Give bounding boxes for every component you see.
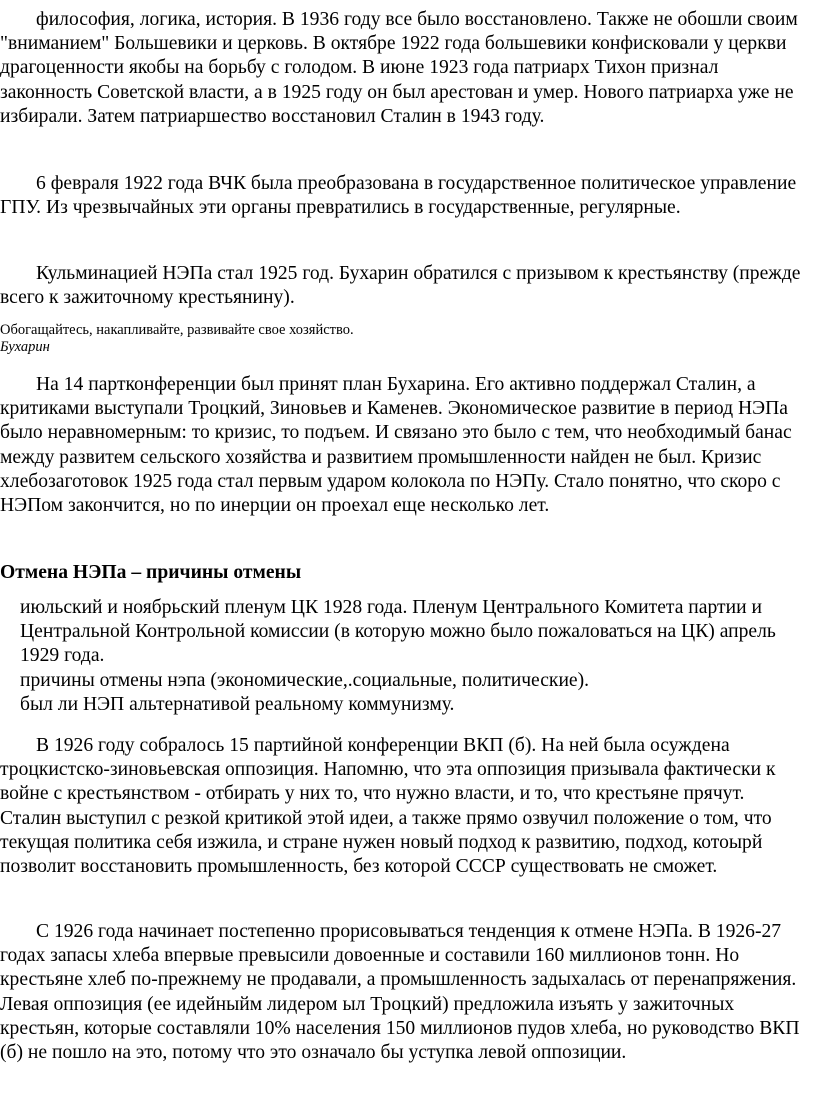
quote-author: Бухарин (0, 339, 50, 355)
paragraph-gpu: 6 февраля 1922 года ВЧК была преобразована в государственное политическое управление ГПУ. Из чрезвычайных эти органы превратились в государственные, регулярные. (0, 173, 797, 219)
paragraph-party-conference-14: На 14 партконференции был принят план Бухарина. Его активно поддержал Сталин, а критиками выступали Троцкий, Зиновьев и Каменев. Экономическое развитие в период НЭПа было неравномерным: то кризис, то подъем. И связано это было с тем, что необходимый банас между развитем сельского хозяйства и развитием промышленности найден не был. Кризис хлебозаготовок 1925 года стал первым ударом колокола по НЭПу. Стало понятно, что скоро с НЭПом закончится, но по инерции он проехал еще несколько лет. (0, 374, 792, 517)
quote-text: Обогащайтесь, накапливайте, развивайте свое хозяйство. (0, 322, 354, 338)
paragraph-church-and-ideology: философия, логика, история. В 1936 году все было восстановлено. Также не обошли своим "вниманием" Большевики и церковь. В октябре 1922 года большевики конфисковали у церкви драгоценности якобы на борьбу с голодом. В июне 1923 года патриарх Тихон признал законность Советской власти, а в 1925 году он был арестован и умер. Нового патриарха уже не избирали. Затем патриаршество восстановил Сталин в 1943 году. (0, 9, 798, 127)
topics-list (20, 596, 806, 717)
section-heading: Отмена НЭПа – причины отмены (0, 562, 302, 583)
paragraph-nep-end-trend: С 1926 года начинает постепенно прорисовываться тенденция к отмене НЭПа. В 1926-27 годах запасы хлеба впервые превысили довоенные и составили 160 миллионов тонн. Но крестьяне хлеб по-прежнему не продавали, а промышленность задыхалась от перенапряжения. Левая оппозиция (ее идейныйм лидером ыл Троцкий) предложила изъять у зажиточных крестьян, которые составляли 10% населения 150 миллионов пудов хлеба, но руководство ВКП (б) не пошло на это, потому что это означало бы уступка левой оппозиции. (0, 921, 800, 1064)
list-item: июльский и ноябрьский пленум ЦК 1928 года. Пленум Центрального Комитета партии и Центральной Контрольной комиссии (в которую можно было пожаловаться на ЦК) апрель 1929 года. (20, 597, 776, 667)
paragraph-party-conference-15: В 1926 году собралось 15 партийной конференции ВКП (б). На ней была осуждена троцкистско-зиновьевская оппозиция. Напомню, что эта оппозиция призывала фактически к войне с крестьянством - отбирать у них то, что нужно власти, и то, что крестьяне прячут. Сталин выступил с резкой критикой этой идеи, а также прямо озвучил положение о том, что текущая политика себя изжила, и стране нужен новый подход к развитию, подход, котоырй позволит восстановить промышленность, без которой СССР существовать не сможет. (0, 735, 776, 878)
list-item: причины отмены нэпа (экономические,.социальные, политические). (20, 669, 590, 691)
list-item: был ли НЭП альтернативой реальному коммунизму. (20, 693, 455, 715)
paragraph-nep-culmination: Кульминацией НЭПа стал 1925 год. Бухарин обратился с призывом к крестьянству (прежде всего к зажиточному крестьянину). (0, 263, 801, 309)
